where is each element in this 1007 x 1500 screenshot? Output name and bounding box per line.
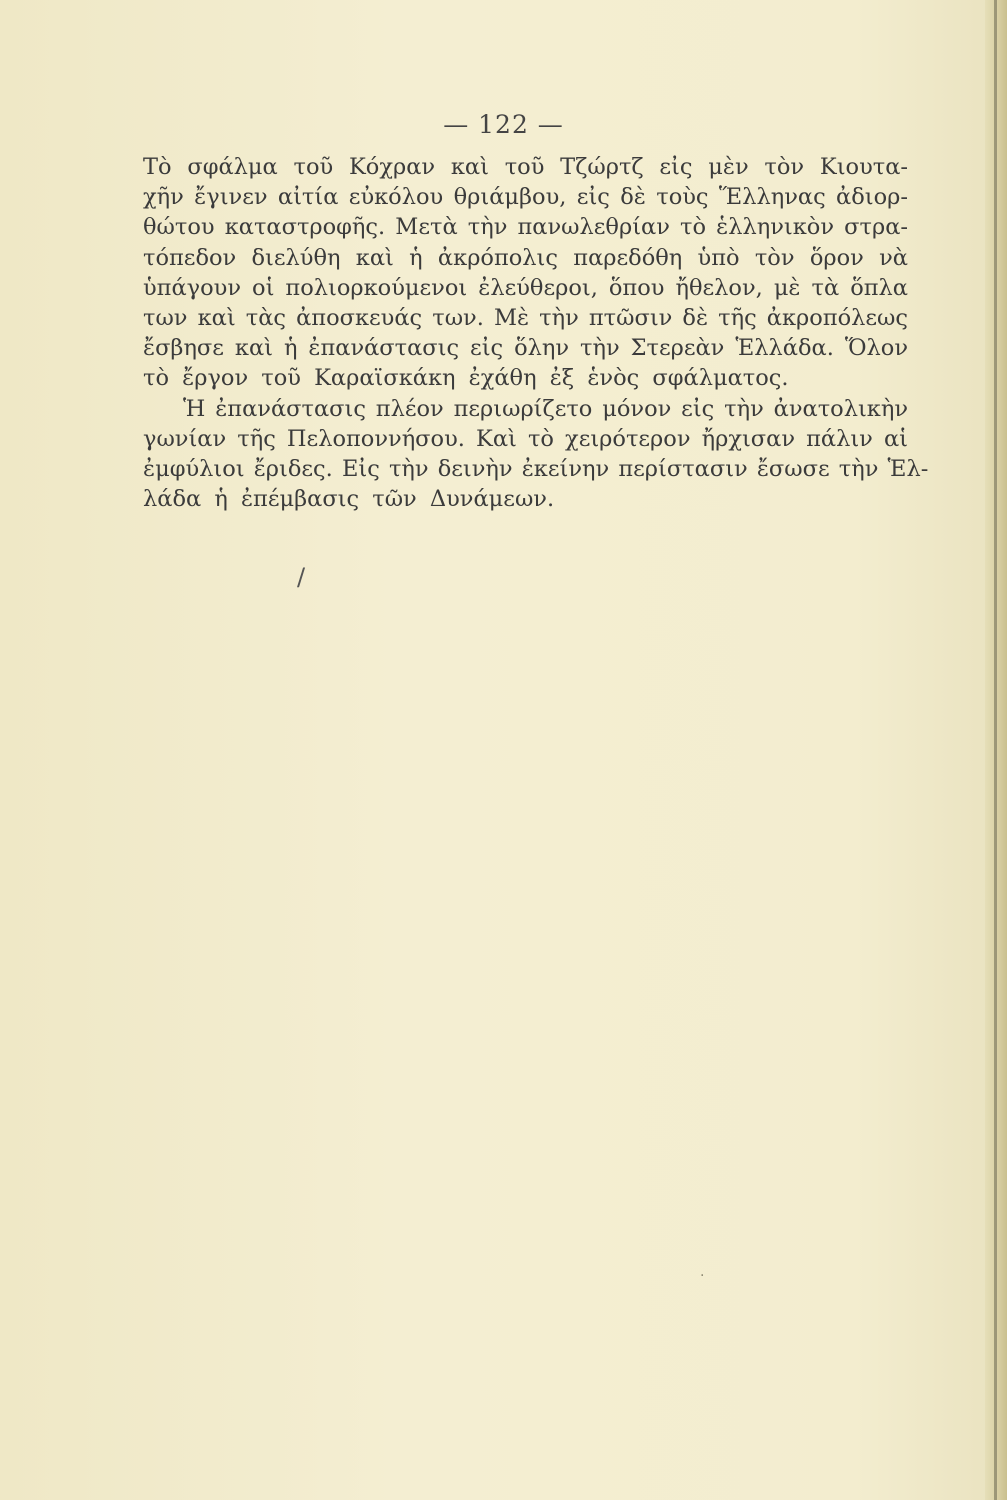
paper-speck: · [700, 1268, 705, 1284]
binding-line [994, 0, 997, 1500]
text-line: Ἡ ἐπανάστασις πλέον περιωρίζετο μόνον εἰς τὴν ἀνατολικὴν [183, 395, 908, 422]
text-line: των καὶ τὰς ἀποσκευάς των. Μὲ τὴν πτῶσιν δὲ τῆς ἀκροπόλεως [143, 304, 908, 331]
text-line: τὸ ἔργον τοῦ Καραϊσκάκη ἐχάθη ἐξ ἑνὸς σφάλματος. [143, 365, 789, 392]
text-line: τόπεδον διελύθη καὶ ἡ ἀκρόπολις παρεδόθη ὑπὸ τὸν ὅρον νὰ [143, 244, 908, 271]
text-line: ὑπάγουν οἱ πολιορκούμενοι ἐλεύθεροι, ὅπου ἤθελον, μὲ τὰ ὅπλα [143, 274, 908, 301]
body-text [143, 152, 929, 514]
pencil-slash-mark: / [297, 563, 306, 591]
text-line: χῆν ἔγινεν αἰτία εὐκόλου θριάμβου, εἰς δὲ τοὺς Ἕλληνας ἀδιορ- [143, 184, 908, 211]
text-line: θώτου καταστροφῆς. Μετὰ τὴν πανωλεθρίαν τὸ ἑλληνικὸν στρα- [143, 214, 908, 241]
text-line: Τὸ σφάλμα τοῦ Κόχραν καὶ τοῦ Τζώρτζ εἰς μὲν τὸν Κιουτα- [143, 154, 908, 180]
text-line: γωνίαν τῆς Πελοποννήσου. Καὶ τὸ χειρότερον ἤρχισαν πάλιν αἱ [143, 425, 908, 452]
page-number: — 122 — [443, 110, 564, 139]
text-line: λάδα ἡ ἐπέμβασις τῶν Δυνάμεων. [143, 486, 555, 513]
text-line: ἐμφύλιοι ἔριδες. Εἰς τὴν δεινὴν ἐκείνην περίστασιν ἔσωσε τὴν Ἑλ- [143, 455, 929, 482]
text-line: ἔσβησε καὶ ἡ ἐπανάστασις εἰς ὅλην τὴν Στερεὰν Ἑλλάδα. Ὅλον [143, 335, 908, 362]
